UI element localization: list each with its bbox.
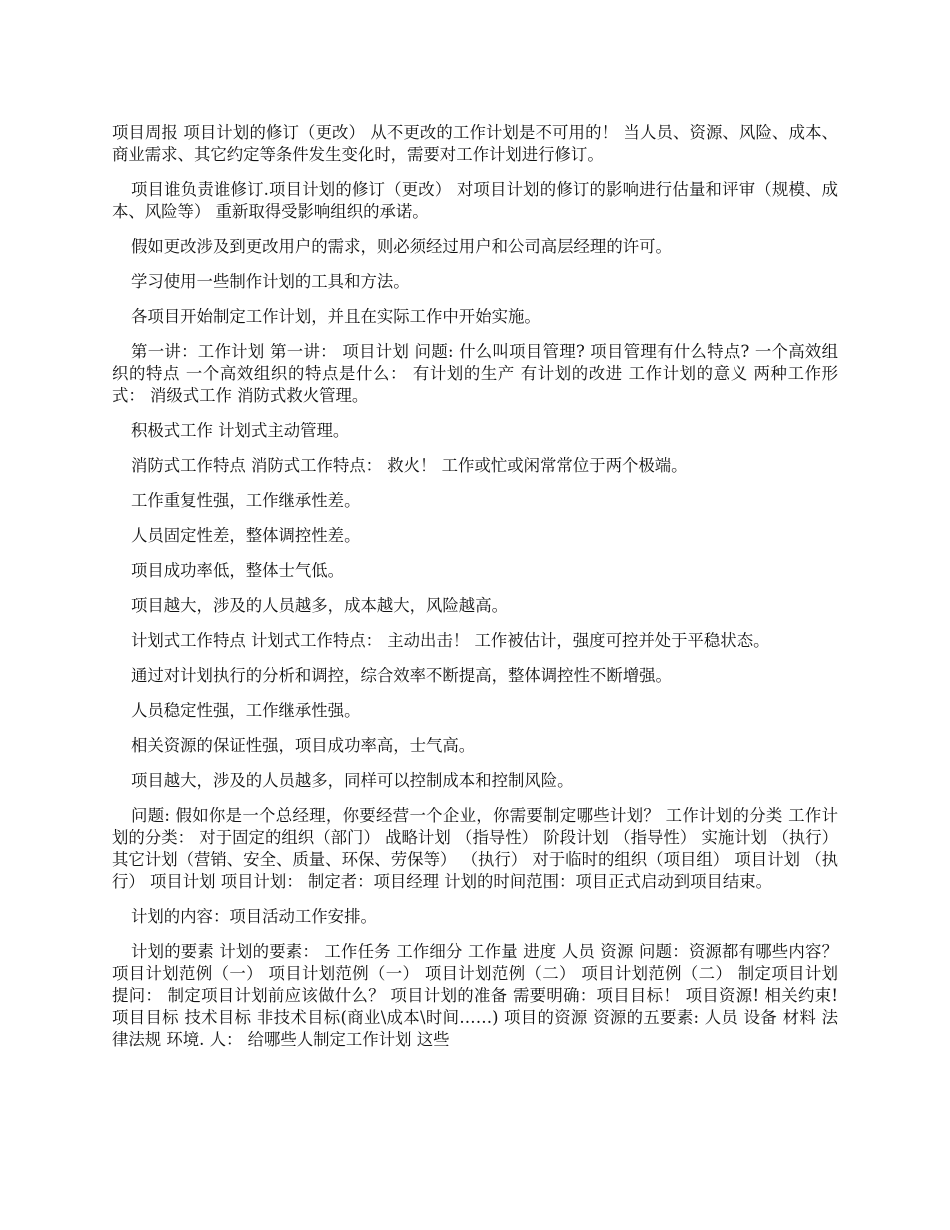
paragraph: 项目谁负责谁修订.项目计划的修订（更改） 对项目计划的修订的影响进行估量和评审（规模、成本、风险等） 重新取得受影响组织的承诺。 xyxy=(112,180,838,221)
paragraph: 通过对计划执行的分析和调控，综合效率不断提高，整体调控性不断增强。 xyxy=(131,666,672,685)
paragraph: 各项目开始制定工作计划，并且在实际工作中开始实施。 xyxy=(131,307,541,326)
paragraph: 计划的内容：项目活动工作安排。 xyxy=(131,907,377,926)
paragraph: 人员固定性差，整体调控性差。 xyxy=(131,526,361,545)
paragraph: 学习使用一些制作计划的工具和方法。 xyxy=(131,272,410,291)
paragraph: 工作重复性强，工作继承性差。 xyxy=(131,491,361,510)
paragraph: 假如更改涉及到更改用户的需求，则必须经过用户和公司高层经理的许可。 xyxy=(131,237,672,256)
paragraph: 计划的要素 计划的要素： 工作任务 工作细分 工作量 进度 人员 资源 问题：资源都有哪些内容？ 项目计划范例（一） 项目计划范例（一） 项目计划范例（二） 项目计划范例（二） 制定项目计划 提问： 制定项目计划前应该做什么？ 项目计划的准备 需要明确：项目目标！ 项目资源! 相关约束! 项目目标 技术目标 非技术目标(商业\成本\时间……) 项目的资源 资源的五要素: 人员 设备 材料 法律法规 环境. 人： 给哪些人制定工作计划 这些 xyxy=(112,942,838,1049)
paragraph: 消防式工作特点 消防式工作特点： 救火！ 工作或忙或闲常常位于两个极端。 xyxy=(131,456,688,475)
document-body xyxy=(112,122,838,1064)
paragraph: 项目成功率低，整体士气低。 xyxy=(131,561,345,580)
paragraph: 相关资源的保证性强，项目成功率高，士气高。 xyxy=(131,736,476,755)
paragraph: 人员稳定性强，工作继承性强。 xyxy=(131,701,361,720)
paragraph: 项目周报 项目计划的修订（更改） 从不更改的工作计划是不可用的！ 当人员、资源、风险、成本、商业需求、其它约定等条件发生变化时，需要对工作计划进行修订。 xyxy=(112,123,838,164)
paragraph: 计划式工作特点 计划式工作特点： 主动出击！ 工作被估计，强度可控并处于平稳状态。 xyxy=(131,631,770,650)
paragraph: 项目越大，涉及的人员越多，同样可以控制成本和控制风险。 xyxy=(131,771,574,790)
paragraph: 积极式工作 计划式主动管理。 xyxy=(131,421,350,440)
paragraph: 第一讲：工作计划 第一讲： 项目计划 问题: 什么叫项目管理? 项目管理有什么特点? 一个高效组织的特点 一个高效组织的特点是什么： 有计划的生产 有计划的改进 工作计划的意义 两种工作形式： 消级式工作 消防式救火管理。 xyxy=(112,342,838,405)
paragraph: 问题: 假如你是一个总经理，你要经营一个企业，你需要制定哪些计划？ 工作计划的分类 工作计划的分类： 对于固定的组织（部门） 战略计划 （指导性） 阶段计划 （指导性） 实施计划 （执行） 其它计划（营销、安全、质量、环保、劳保等） （执行） 对于临时的组织（项目组） 项目计划 （执行） 项目计划 项目计划： 制定者：项目经理 计划的时间范围：项目正式启动到项目结束。 xyxy=(112,806,838,891)
paragraph: 项目越大，涉及的人员越多，成本越大，风险越高。 xyxy=(131,596,508,615)
